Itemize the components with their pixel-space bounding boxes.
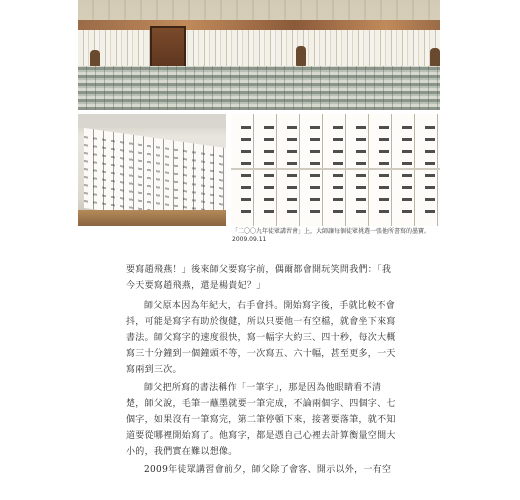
text-line: 個字，如果沒有一筆寫完，第二筆停頓下來，接著要落筆，就不知: [126, 415, 396, 425]
text-line: 抖，可能是寫字有助於復健，所以只要他一有空檔，就會坐下來寫: [126, 317, 396, 327]
monk-figure: [296, 46, 306, 66]
sheet-divider: [231, 168, 440, 170]
wall-ceiling: [78, 114, 226, 128]
hall-desk-rows: [78, 66, 440, 110]
photo-caption: [232, 228, 442, 244]
text-line: 要寫趙飛燕！」後來師父要寫字前，偶爾都會開玩笑問我們：「我: [126, 265, 392, 275]
paragraph-1: [126, 262, 392, 294]
text-line: 楚，師父說，毛筆一蘸墨就要一筆完成，不論兩個字、四個字、七: [126, 399, 396, 409]
text-line: 師父把所寫的書法稱作「一筆字」，那是因為他眼睛看不清: [144, 383, 382, 393]
paragraph-4: [126, 462, 392, 478]
caption-date: 2009.09.11: [232, 236, 267, 243]
hall-ceiling: [78, 0, 440, 22]
text-line: 寫兩到三次。: [126, 365, 182, 375]
text-line: 今天要寫趙飛燕，還是楊貴妃？」: [126, 281, 266, 291]
hall-banner: [78, 20, 440, 30]
text-line: 2009年徒眾講習會前夕，師父除了會客、開示以外，一有空: [144, 465, 392, 475]
text-line: 書法。師父寫字的速度很快，寫一幅字大約三、四十秒，每次大概: [126, 333, 396, 343]
monk-figure: [430, 48, 440, 68]
text-line: 寫三十分鐘到一個鐘頭不等，一次寫五、六十幅，甚至更多，一天: [126, 349, 396, 359]
wooden-floor: [78, 210, 226, 226]
calligraphy-ink-strokes: [235, 118, 436, 222]
text-line: 師父原本因為年紀大，右手會抖。開始寫字後，手就比較不會: [144, 301, 396, 311]
lecture-hall-photo: [78, 0, 440, 110]
paragraph-2: [126, 298, 396, 378]
calligraphy-closeup-photo: [231, 114, 440, 226]
calligraphy-wall: [78, 30, 440, 66]
text-line: 道要從哪裡開始寫了。他寫字，都是憑自己心裡去計算衡量空間大: [126, 431, 396, 441]
caption-text: 「二〇〇九年徒眾講習會」上，大師讓每個徒眾挑選一張他所書寫的墨寶。: [232, 228, 431, 235]
calligraphy-display-wall-photo: [78, 114, 226, 226]
text-line: 小的，我們實在難以想像。: [126, 447, 238, 457]
paragraph-3: [126, 380, 396, 460]
